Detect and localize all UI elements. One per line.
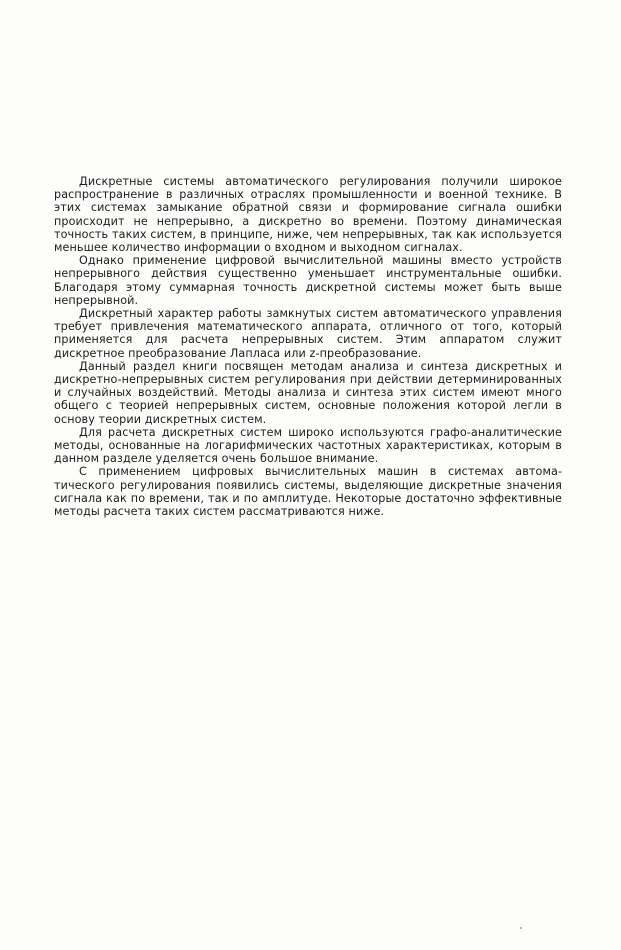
body-text [54,175,562,518]
paragraph-digital-systems: С применением цифровых вычислительных машин в системах автоматического регулирования появились системы, выделяющие дискретные значения сигнала как по времени, так и по амплитуде. Некоторые достаточно эффективные методы расчета таких систем рассматриваются ниже. [54,465,562,519]
print-speck [520,927,522,929]
paragraph-section-scope: Данный раздел книги посвящен методам анализа и синтеза дискретных и дискретно-непрерывных систем регулирования при действии детерминированных и случайных воздействий. Методы анализа и синтеза этих систем имеют много общего с теорией непрерывных систем, основные положения которой легли в основу теории дискретных систем. [54,359,562,426]
paragraph-digital-machine: Однако применение цифровой вычислительной машины вместо устройств непрерывного действия существенно уменьшает инструментальные ошибки. Благодаря этому суммарная точность дискретной системы может быть выше непрерывной. [54,254,562,307]
paragraph-graphic-methods: Для расчета дискретных систем широко используются графо-аналитические методы, основанные на логарифмических частотных характеристиках, которым в данном разделе уделяется очень большое внимание. [54,425,562,466]
paragraph-math-apparatus: Дискретный характер работы замкнутых систем автоматического управления требует привлечения математического аппарата, отличного от того, который применяется для расчета непрерывных систем. Этим аппаратом служит дискретное преобразование Лапласа или z-преобразование. [54,307,562,360]
paragraph-intro: Дискретные системы автоматического регулирования получили широкое распространение в различных отраслях промышленности и военной технике. В этих системах замыкание обратной связи и формирование сигнала ошибки происходит не непрерывно, а дискретно во времени. Поэтому динамическая точность таких систем, в принципе, ниже, чем непрерывных, так как используется меньшее количество информации о входном и выходном сигналах. [54,175,562,255]
